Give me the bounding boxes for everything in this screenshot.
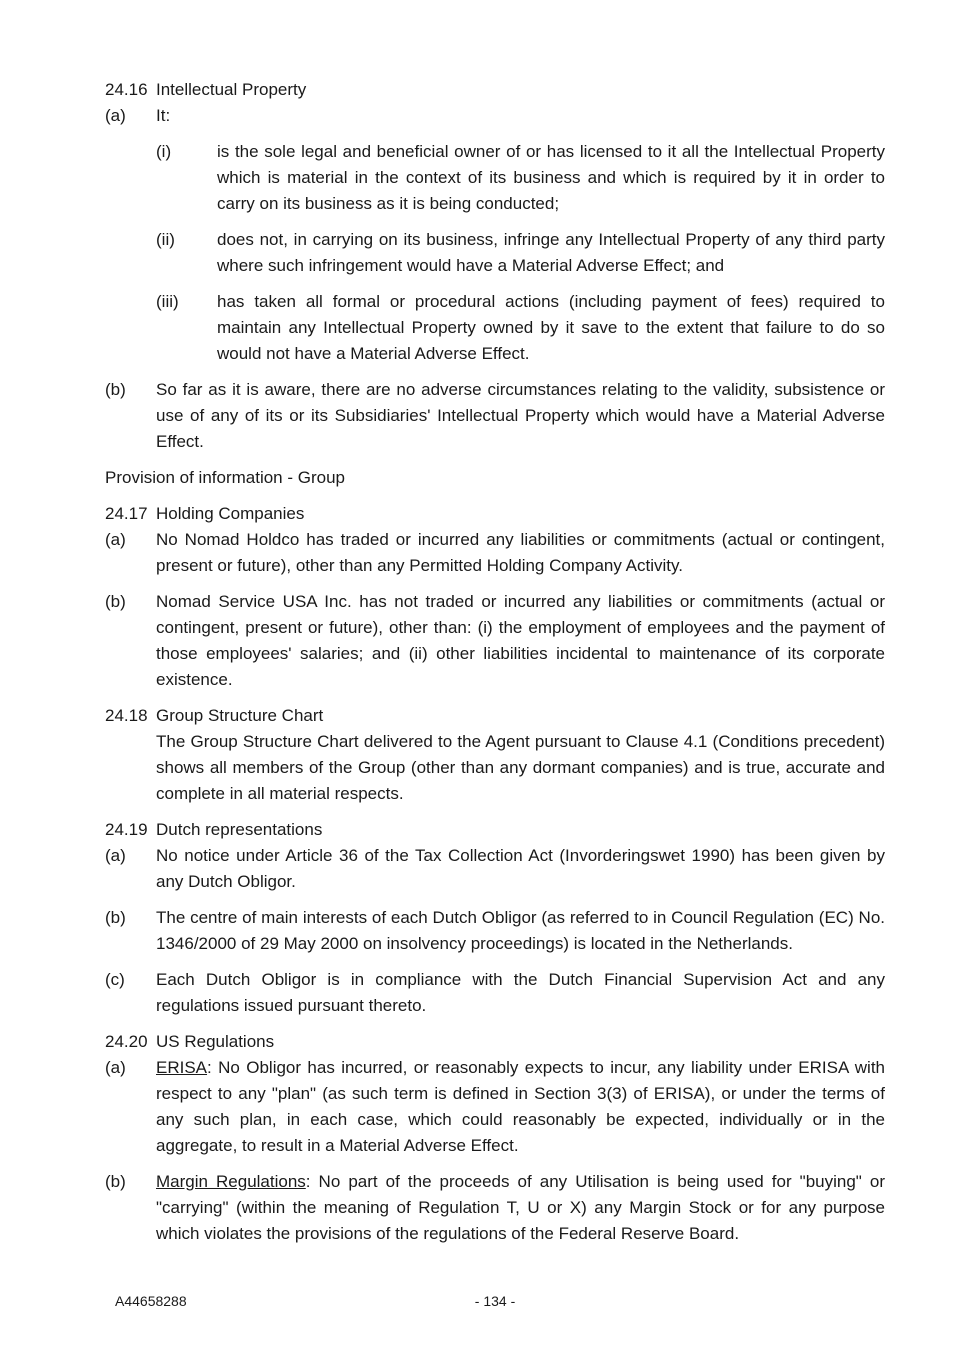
page-footer bbox=[105, 1292, 885, 1310]
paragraph-text: : No part of the proceeds of any Utilisation is being used for "buying" or "carrying" (within the meaning of Regulation T, U or X) any Margin Stock or for any purpose which violates the provisions of the regulations of the Federal Reserve Board. bbox=[156, 1172, 885, 1243]
paragraph-b-margin-regulations bbox=[105, 1169, 885, 1247]
paragraph-lead-in: ERISA bbox=[156, 1058, 208, 1077]
section-heading-24-20 bbox=[105, 1029, 885, 1055]
paragraph-a bbox=[105, 103, 885, 129]
section-body-text bbox=[105, 729, 885, 807]
paragraph-text: Each Dutch Obligor is in compliance with the Dutch Financial Supervision Act and any regulations issued pursuant thereto. bbox=[156, 970, 885, 1015]
subparagraph-text: has taken all formal or procedural actions (including payment of fees) required to maintain any Intellectual Property owned by it save to the extent that failure to do so would not have a Material Adverse Effect. bbox=[217, 292, 885, 363]
clause-title: Holding Companies bbox=[156, 504, 305, 523]
paragraph-b bbox=[105, 377, 885, 455]
section-heading-24-17 bbox=[105, 501, 885, 527]
clause-number: 24.18 bbox=[105, 706, 148, 725]
clause-title: Dutch representations bbox=[156, 820, 323, 839]
paragraph-a-erisa bbox=[105, 1055, 885, 1159]
clause-number: 24.20 bbox=[105, 1032, 148, 1051]
paragraph-label: (a) bbox=[105, 1058, 126, 1077]
clause-number: 24.19 bbox=[105, 820, 148, 839]
subparagraph-text: does not, in carrying on its business, infringe any Intellectual Property of any third party where such infringement would have a Material Adverse Effect; and bbox=[217, 230, 885, 275]
subparagraph-label: (i) bbox=[156, 142, 172, 161]
page-number: - 134 - bbox=[474, 1293, 516, 1309]
paragraph-label: (b) bbox=[105, 908, 126, 927]
paragraph-text: So far as it is aware, there are no adverse circumstances relating to the validity, subsistence or use of any of its or its Subsidiaries' Intellectual Property which would have a Material Adverse Effect. bbox=[156, 380, 885, 451]
subparagraph-iii bbox=[105, 289, 885, 367]
section-heading-24-18 bbox=[105, 703, 885, 729]
section-heading-24-19 bbox=[105, 817, 885, 843]
paragraph-label: (b) bbox=[105, 592, 126, 611]
paragraph-b bbox=[105, 589, 885, 693]
clause-number: 24.16 bbox=[105, 80, 148, 99]
paragraph-label: (b) bbox=[105, 380, 126, 399]
paragraph-text: : No Obligor has incurred, or reasonably expects to incur, any liability under ERISA with respect to any "plan" (as such term is defined in Section 3(3) of ERISA), or under the terms of any such plan, in each case, which could reasonably be expected, individually or in the aggregate, to result in a Material Adverse Effect. bbox=[156, 1058, 885, 1155]
clause-title: Intellectual Property bbox=[156, 80, 307, 99]
cross-heading-provision-of-information bbox=[105, 465, 885, 491]
paragraph-a bbox=[105, 527, 885, 579]
paragraph-text: Nomad Service USA Inc. has not traded or incurred any liabilities or commitments (actual or contingent, present or future), other than: (i) the employment of employees and the payment of those employees' salaries; and (ii) other liabilities incidental to maintenance of its corporate existence. bbox=[156, 592, 885, 689]
paragraph-a bbox=[105, 843, 885, 895]
paragraph-label: (a) bbox=[105, 846, 126, 865]
paragraph-text: It: bbox=[156, 106, 171, 125]
paragraph-label: (a) bbox=[105, 106, 126, 125]
paragraph-text: No Nomad Holdco has traded or incurred any liabilities or commitments (actual or contingent, present or future), other than any Permitted Holding Company Activity. bbox=[156, 530, 885, 575]
paragraph-text: No notice under Article 36 of the Tax Collection Act (Invorderingswet 1990) has been given by any Dutch Obligor. bbox=[156, 846, 885, 891]
paragraph-text: The centre of main interests of each Dutch Obligor (as referred to in Council Regulation (EC) No. 1346/2000 of 29 May 2000 on insolvency proceedings) is located in the Netherlands. bbox=[156, 908, 885, 953]
cross-heading-text: Provision of information - Group bbox=[105, 468, 345, 487]
clause-title: US Regulations bbox=[156, 1032, 275, 1051]
paragraph-lead-in: Margin Regulations bbox=[156, 1172, 306, 1191]
paragraph-text: The Group Structure Chart delivered to the Agent pursuant to Clause 4.1 (Conditions precedent) shows all members of the Group (other than any dormant companies) and is true, accurate and complete in all material respects. bbox=[156, 732, 885, 803]
paragraph-c bbox=[105, 967, 885, 1019]
clause-title: Group Structure Chart bbox=[156, 706, 324, 725]
subparagraph-i bbox=[105, 139, 885, 217]
document-id: A44658288 bbox=[115, 1293, 187, 1309]
subparagraph-text: is the sole legal and beneficial owner of or has licensed to it all the Intellectual Property which is material in the context of its business and which is required by it in order to carry on its business as it is being conducted; bbox=[217, 142, 885, 213]
clause-number: 24.17 bbox=[105, 504, 148, 523]
paragraph-b bbox=[105, 905, 885, 957]
section-heading-24-16 bbox=[105, 77, 885, 103]
paragraph-label: (c) bbox=[105, 970, 125, 989]
paragraph-label: (a) bbox=[105, 530, 126, 549]
subparagraph-label: (iii) bbox=[156, 292, 179, 311]
subparagraph-ii bbox=[105, 227, 885, 279]
subparagraph-label: (ii) bbox=[156, 230, 175, 249]
paragraph-label: (b) bbox=[105, 1172, 126, 1191]
